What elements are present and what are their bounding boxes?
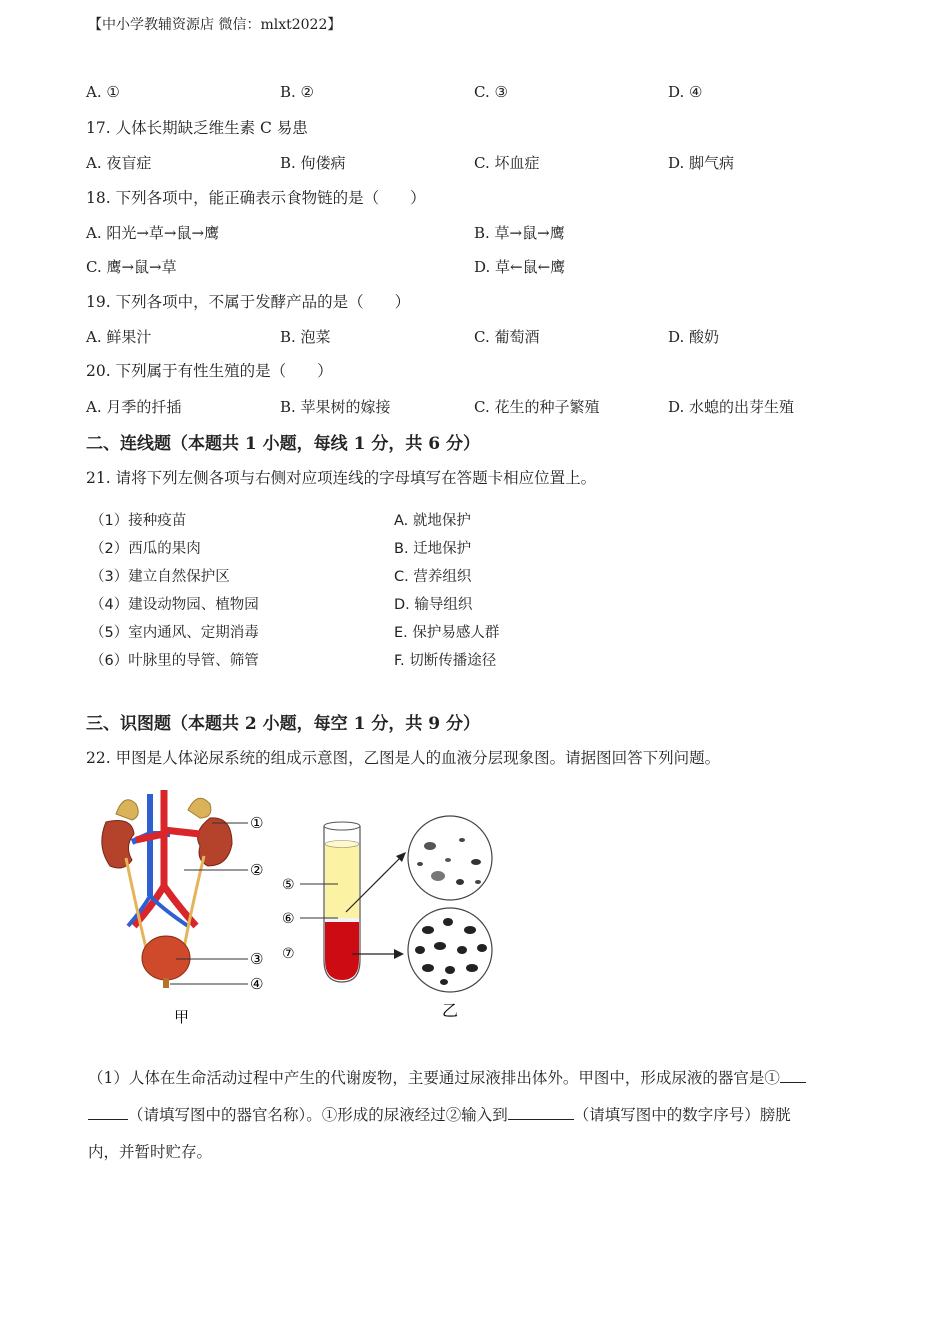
q19-option-b: B. 泡菜 bbox=[280, 328, 331, 346]
blood-layers-figure bbox=[278, 812, 503, 1022]
q16-option-d: D. ④ bbox=[668, 83, 703, 101]
cell-dot bbox=[434, 942, 446, 950]
q19-stem: 19. 下列各项中，不属于发酵产品的是（ ） bbox=[86, 293, 411, 311]
cell-dot bbox=[457, 946, 467, 954]
q20-stem: 20. 下列属于有性生殖的是（ ） bbox=[86, 362, 333, 380]
q20-option-b: B. 苹果树的嫁接 bbox=[280, 398, 391, 416]
q16-option-a: A. ① bbox=[86, 83, 120, 101]
q21-left-item: （2）西瓜的果肉 bbox=[90, 541, 201, 557]
adrenal-gland-left bbox=[116, 800, 138, 820]
q21-right-item: D. 输导组织 bbox=[394, 597, 473, 613]
q22-stem: 22. 甲图是人体泌尿系统的组成示意图，乙图是人的血液分层现象图。请据图回答下列问题。 bbox=[86, 749, 721, 767]
cell-dot bbox=[431, 871, 445, 881]
q22-sub1-line1 bbox=[88, 1066, 806, 1088]
section-3-title: 三、识图题（本题共 2 小题，每空 1 分，共 9 分） bbox=[86, 714, 480, 734]
q21-right-item: F. 切断传播途径 bbox=[394, 653, 497, 669]
figure-caption-yi: 乙 bbox=[442, 1001, 459, 1020]
figure-label: ② bbox=[250, 861, 264, 879]
cell-dot bbox=[422, 926, 434, 934]
q21-stem: 21. 请将下列左侧各项与右侧对应项连线的字母填写在答题卡相应位置上。 bbox=[86, 469, 597, 487]
q22-sub1-line3: 内，并暂时贮存。 bbox=[88, 1143, 213, 1161]
kidney-left bbox=[102, 821, 134, 869]
q20-option-d: D. 水螅的出芽生殖 bbox=[668, 398, 795, 416]
q22-sub1-text: （请填写图中的数字序号）膀胱 bbox=[573, 1106, 791, 1124]
q20-option-c: C. 花生的种子繁殖 bbox=[474, 398, 600, 416]
answer-blank[interactable] bbox=[88, 1105, 128, 1120]
q22-sub1-text: （请填写图中的器官名称）。①形成的尿液经过②输入到 bbox=[128, 1106, 508, 1124]
adrenal-gland-right bbox=[188, 798, 211, 818]
bladder bbox=[142, 936, 190, 980]
figure-caption-jia: 甲 bbox=[174, 1008, 190, 1026]
q21-left-item: （4）建设动物园、植物园 bbox=[90, 597, 259, 613]
cell-dot bbox=[477, 944, 487, 952]
cell-dot bbox=[445, 858, 451, 862]
q21-right-item: E. 保护易感人群 bbox=[394, 625, 500, 641]
q17-stem: 17. 人体长期缺乏维生素 C 易患 bbox=[86, 119, 308, 137]
cell-dot bbox=[415, 946, 425, 954]
cell-dot bbox=[466, 964, 478, 972]
urethra bbox=[163, 978, 169, 988]
q16-option-c: C. ③ bbox=[474, 83, 508, 101]
q21-right-item: A. 就地保护 bbox=[394, 513, 471, 529]
q19-option-d: D. 酸奶 bbox=[668, 328, 720, 346]
figure-label: ⑤ bbox=[282, 877, 295, 893]
urinary-system-figure bbox=[92, 786, 277, 1026]
cell-dot bbox=[424, 842, 436, 850]
q21-left-item: （1）接种疫苗 bbox=[90, 513, 187, 529]
magnified-circle-white-cells bbox=[408, 816, 492, 900]
q17-option-a: A. 夜盲症 bbox=[86, 154, 152, 172]
figure-label: ⑥ bbox=[282, 911, 295, 927]
q21-left-item: （6）叶脉里的导管、筛管 bbox=[90, 653, 259, 669]
ureter-left bbox=[126, 858, 146, 948]
q21-left-item: （5）室内通风、定期消毒 bbox=[90, 625, 259, 641]
plasma-layer bbox=[325, 844, 359, 918]
q22-sub1-text: （1）人体在生命活动过程中产生的代谢废物，主要通过尿液排出体外。甲图中，形成尿液的器官是① bbox=[88, 1069, 780, 1087]
plasma-surface bbox=[325, 841, 359, 848]
answer-blank[interactable] bbox=[780, 1068, 806, 1083]
q20-option-a: A. 月季的扦插 bbox=[86, 398, 182, 416]
cell-dot bbox=[422, 964, 434, 972]
figure-label: ① bbox=[250, 814, 264, 832]
q21-left-item: （3）建立自然保护区 bbox=[90, 569, 230, 585]
q17-option-c: C. 坏血症 bbox=[474, 154, 540, 172]
answer-blank[interactable] bbox=[508, 1105, 574, 1120]
cell-dot bbox=[443, 918, 453, 926]
q17-option-b: B. 佝偻病 bbox=[280, 154, 346, 172]
q21-right-item: B. 迁地保护 bbox=[394, 541, 472, 557]
cell-dot bbox=[459, 838, 465, 842]
section-2-title: 二、连线题（本题共 1 小题，每线 1 分，共 6 分） bbox=[86, 434, 480, 454]
q19-option-a: A. 鲜果汁 bbox=[86, 328, 152, 346]
q22-sub1-line2 bbox=[88, 1103, 791, 1125]
cell-dot bbox=[456, 879, 464, 885]
q17-option-d: D. 脚气病 bbox=[668, 154, 735, 172]
arrow-head bbox=[394, 949, 404, 959]
q16-option-b: B. ② bbox=[280, 83, 315, 101]
cell-dot bbox=[464, 926, 476, 934]
cell-dot bbox=[471, 859, 481, 865]
q18-option-d: D. 草←鼠←鹰 bbox=[474, 258, 566, 276]
buffy-coat-layer bbox=[325, 918, 359, 922]
cell-dot bbox=[475, 880, 481, 884]
figure-label: ③ bbox=[250, 950, 264, 968]
q21-right-item: C. 营养组织 bbox=[394, 569, 472, 585]
figure-label: ⑦ bbox=[282, 946, 295, 962]
tube-rim bbox=[324, 822, 360, 830]
figure-label: ④ bbox=[250, 975, 264, 993]
q18-option-a: A. 阳光→草→鼠→鹰 bbox=[86, 224, 220, 242]
q18-option-b: B. 草→鼠→鹰 bbox=[474, 224, 565, 242]
red-cell-layer bbox=[325, 922, 359, 980]
cell-dot bbox=[417, 862, 423, 866]
q18-option-c: C. 鹰→鼠→草 bbox=[86, 258, 177, 276]
cell-dot bbox=[440, 979, 448, 985]
q19-option-c: C. 葡萄酒 bbox=[474, 328, 540, 346]
header-text: 【中小学教辅资源店 微信：mlxt2022】 bbox=[88, 17, 342, 33]
cell-dot bbox=[445, 966, 455, 974]
q18-stem: 18. 下列各项中，能正确表示食物链的是（ ） bbox=[86, 189, 426, 207]
